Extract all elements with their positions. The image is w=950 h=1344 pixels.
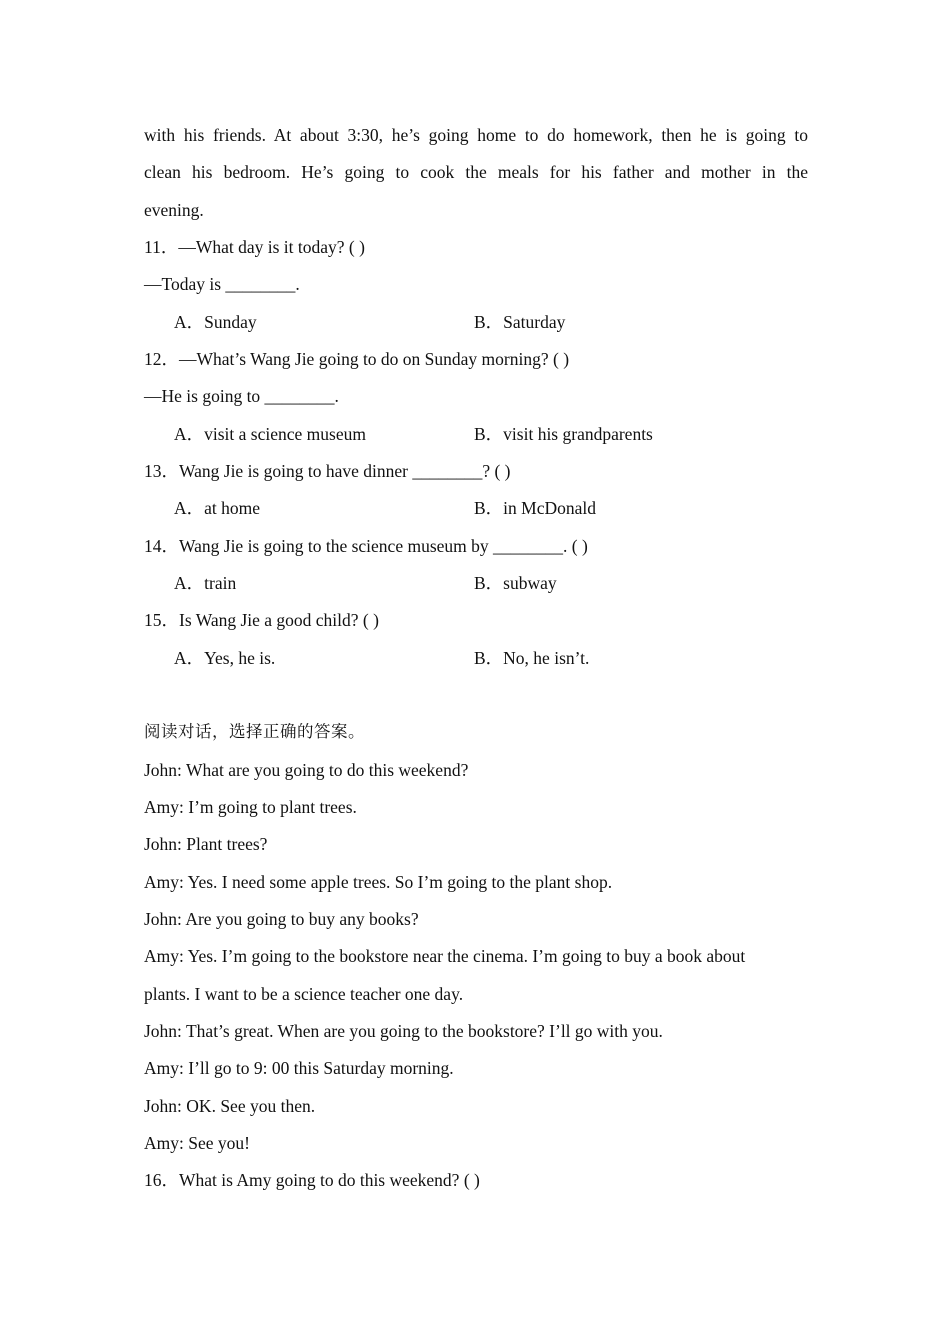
question-11-stem: 11．—What day is it today? ( ): [144, 237, 365, 257]
question-16-stem: 16．What is Amy going to do this weekend? ( ): [144, 1170, 480, 1190]
question-13-option-b: B．in McDonald: [474, 498, 597, 518]
section-instruction: 阅读对话，选择正确的答案。: [144, 722, 365, 741]
passage-line-2: clean his bedroom. He’s going to cook the meals for his father and mother in the: [144, 162, 808, 182]
question-15-option-b: B．No, he isn’t.: [474, 648, 590, 668]
question-12-option-a: A．visit a science museum: [174, 424, 366, 444]
dialogue-line: John: That’s great. When are you going to the bookstore? I’ll go with you.: [144, 1021, 663, 1041]
question-14-option-a: A．train: [174, 573, 237, 593]
dialogue-line: Amy: Yes. I’m going to the bookstore near the cinema. I’m going to buy a book about: [144, 946, 746, 966]
question-14-option-b: B．subway: [474, 573, 557, 593]
question-11-option-a: A．Sunday: [174, 312, 257, 332]
question-13-stem: 13．Wang Jie is going to have dinner ________? ( ): [144, 461, 511, 481]
dialogue-line: Amy: Yes. I need some apple trees. So I’m going to the plant shop.: [144, 872, 613, 892]
dialogue-line: Amy: I’m going to plant trees.: [144, 797, 357, 817]
dialogue-line: Amy: See you!: [144, 1133, 250, 1153]
question-12-stem: 12．—What’s Wang Jie going to do on Sunday morning? ( ): [144, 349, 570, 369]
passage-line-3: evening.: [144, 200, 204, 220]
question-12-reply: —He is going to ________.: [144, 386, 339, 406]
question-13-option-a: A．at home: [174, 498, 261, 518]
question-15-option-a: A．Yes, he is.: [174, 648, 276, 668]
question-15-stem: 15．Is Wang Jie a good child? ( ): [144, 610, 379, 630]
question-14-stem: 14．Wang Jie is going to the science museum by ________. ( ): [144, 536, 588, 556]
dialogue-line: John: OK. See you then.: [144, 1096, 316, 1116]
question-11-option-b: B．Saturday: [474, 312, 566, 332]
dialogue-line: Amy: I’ll go to 9: 00 this Saturday morning.: [144, 1058, 454, 1078]
passage-line-1: with his friends. At about 3:30, he’s going home to do homework, then he is going to: [144, 125, 808, 145]
dialogue-line: John: Are you going to buy any books?: [144, 909, 419, 929]
question-11-reply: —Today is ________.: [144, 274, 300, 294]
dialogue-line: plants. I want to be a science teacher one day.: [144, 984, 464, 1004]
question-12-option-b: B．visit his grandparents: [474, 424, 653, 444]
dialogue-line: John: Plant trees?: [144, 834, 268, 854]
dialogue-line: John: What are you going to do this weekend?: [144, 760, 469, 780]
